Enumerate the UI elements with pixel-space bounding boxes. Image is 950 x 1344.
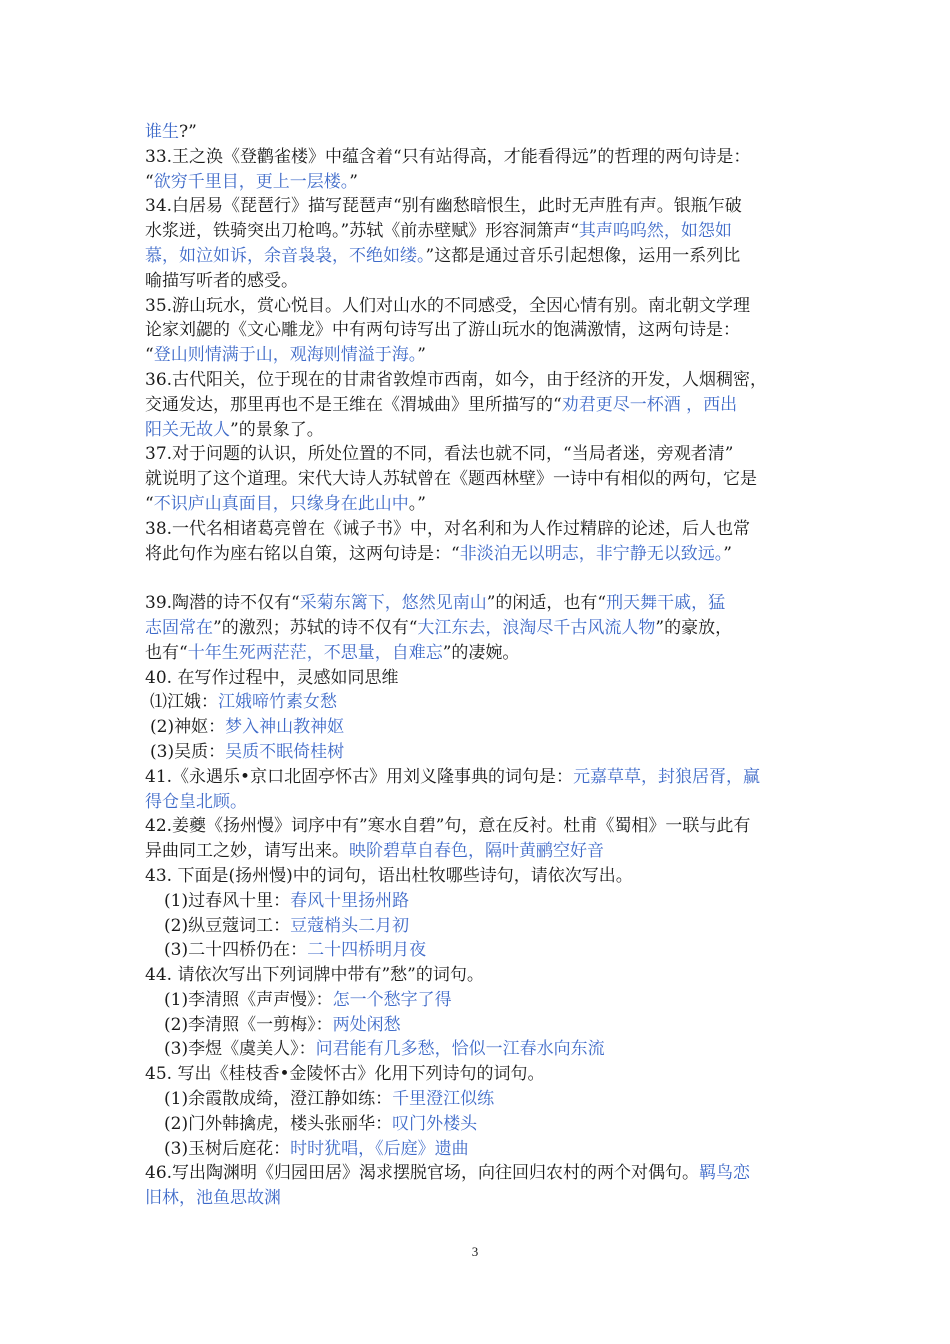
answer-text: 怎一个愁字了得	[332, 989, 452, 1010]
answer-text: 劝君更尽一杯酒 ，西出	[561, 394, 738, 415]
question-text: ”的景象了。	[230, 419, 324, 440]
blank-line	[145, 566, 815, 591]
answer-text: 羁鸟恋	[699, 1163, 751, 1184]
answer-text: 其声呜呜然，如怨如	[578, 221, 732, 242]
question-text: 44. 请依次写出下列词牌中带有”愁”的词句。	[145, 965, 484, 986]
question-text: (3)二十四桥仍在：	[164, 940, 308, 961]
question-text: “	[145, 493, 154, 514]
question-text: 将此句作为座右铭以自策，这两句诗是：“	[145, 543, 460, 564]
question-text: 36.古代阳关，位于现在的甘肃省敦煌市西南，如今，由于经济的开发，人烟稠密，	[145, 369, 768, 390]
text-line	[145, 393, 815, 418]
page-number: 3	[471, 1244, 479, 1259]
answer-text: 非淡泊无以明志，非宁静无以致远。	[459, 543, 724, 564]
text-line	[145, 244, 815, 269]
question-text: 35.游山玩水，赏心悦目。人们对山水的不同感受，全因心情有别。南北朝文学理	[145, 295, 751, 316]
question-text: ”的闲适，也有“	[486, 593, 607, 614]
answer-text: 问君能有几多愁，恰似一江春水向东流	[315, 1039, 605, 1060]
text-line	[145, 120, 815, 145]
text-line	[145, 591, 815, 616]
question-text: 45. 写出《桂枝香•金陵怀古》化用下列诗句的词句。	[145, 1064, 545, 1085]
text-line	[145, 368, 815, 393]
text-line	[145, 666, 815, 691]
text-line	[145, 740, 815, 765]
question-text: “	[145, 345, 154, 366]
text-line	[145, 418, 815, 443]
text-line	[145, 145, 815, 170]
question-text: ”	[349, 171, 358, 192]
question-text: “	[145, 171, 154, 192]
question-text: 就说明了这个道理。宋代大诗人苏轼曾在《题西林壁》一诗中有相似的两句，它是	[145, 469, 757, 490]
answer-text: 志固常在	[145, 617, 213, 638]
question-text: ⑴江娥：	[150, 692, 218, 713]
text-line	[145, 343, 815, 368]
question-text: 34.白居易《琵琶行》描写琵琶声“别有幽愁暗恨生，此时无声胜有声。银瓶乍破	[145, 196, 742, 217]
question-text: 论家刘勰的《文心雕龙》中有两句诗写出了游山玩水的饱满激情，这两句诗是：	[145, 320, 740, 341]
text-line	[145, 839, 815, 864]
question-text: ”这都是通过音乐引起想像，运用一系列比	[425, 245, 741, 266]
text-line	[145, 1112, 815, 1137]
text-line	[145, 318, 815, 343]
text-line	[145, 442, 815, 467]
text-line	[145, 616, 815, 641]
text-line	[145, 1161, 815, 1186]
answer-text: 采菊东篱下，悠然见南山	[299, 593, 487, 614]
question-text: (2)门外韩擒虎，楼头张丽华：	[164, 1113, 393, 1134]
question-text: 38.一代名相诸葛亮曾在《诫子书》中，对名利和为人作过精辟的论述，后人也常	[145, 518, 751, 539]
answer-text: 元嘉草草，封狼居胥，赢	[573, 766, 761, 787]
text-line	[145, 170, 815, 195]
text-line	[145, 814, 815, 839]
answer-text: 时时犹唱，《后庭》遗曲	[290, 1138, 469, 1159]
question-text: ”的激烈；苏轼的诗不仅有“	[213, 617, 418, 638]
question-text: (2)李清照《一剪梅》：	[164, 1014, 333, 1035]
question-text: ”的豪放，	[655, 617, 733, 638]
answer-text: 不识庐山真面目，只缘身在此山中	[153, 493, 409, 514]
answer-text: 梦入神山教神妪	[225, 717, 345, 738]
question-text: 43. 下面是(扬州慢)中的词句，语出杜牧哪些诗句，请依次写出。	[145, 865, 633, 886]
text-line	[145, 715, 815, 740]
answer-text: 吴质不眠倚桂树	[225, 741, 345, 762]
answer-text: 旧林，池鱼思故渊	[145, 1188, 281, 1209]
answer-text: 十年生死两茫茫，不思量，自难忘	[187, 642, 443, 663]
question-text: 37.对于问题的认识，所处位置的不同，看法也就不同，“当局者迷，旁观者清”	[145, 444, 734, 465]
text-line	[145, 988, 815, 1013]
text-line	[145, 1087, 815, 1112]
answer-text: 叹门外楼头	[392, 1113, 478, 1134]
answer-text: 阳关无故人	[145, 419, 230, 440]
answer-text: 千里澄江似练	[392, 1089, 495, 1110]
answer-text: 欲穷千里目，更上一层楼。	[153, 171, 350, 192]
text-line	[145, 542, 815, 567]
text-line	[145, 938, 815, 963]
text-line	[145, 1013, 815, 1038]
question-text: (3)玉树后庭花：	[164, 1138, 291, 1159]
text-line	[145, 517, 815, 542]
question-text: 41.《永遇乐•京口北固亭怀古》用刘义隆事典的词句是：	[145, 766, 574, 787]
text-line	[145, 765, 815, 790]
text-line	[145, 269, 815, 294]
text-line	[145, 294, 815, 319]
question-text: 39.陶潜的诗不仅有“	[145, 593, 300, 614]
question-text: 也有“	[145, 642, 188, 663]
text-line	[145, 492, 815, 517]
text-line	[145, 467, 815, 492]
question-text: 46.写出陶渊明《归园田居》渴求摆脱官场，向往回归农村的两个对偶句。	[145, 1163, 700, 1184]
text-line	[145, 1186, 815, 1211]
answer-text: 江娥啼竹素女愁	[218, 692, 337, 713]
text-line	[145, 889, 815, 914]
question-text: (1)过春风十里：	[164, 890, 291, 911]
text-line	[145, 790, 815, 815]
question-text: ”	[417, 345, 426, 366]
text-line	[145, 1137, 815, 1162]
question-text: (1)余霞散成绮，澄江静如练：	[164, 1089, 393, 1110]
question-text: (2)纵豆蔻词工：	[164, 915, 291, 936]
question-text: 异曲同工之妙，请写出来。	[145, 841, 349, 862]
answer-text: 慕，如泣如诉，余音袅袅，不绝如缕。	[145, 245, 426, 266]
question-text: 交通发达，那里再也不是王维在《渭城曲》里所描写的“	[145, 394, 562, 415]
text-line	[145, 864, 815, 889]
question-text: 33.王之涣《登鹳雀楼》中蕴含着“只有站得高，才能看得远”的哲理的两句诗是：	[145, 146, 751, 167]
text-line	[145, 194, 815, 219]
answer-text: 登山则情满于山，观海则情溢于海。	[153, 345, 418, 366]
question-text: (1)李清照《声声慢》：	[164, 989, 333, 1010]
answer-text: 春风十里扬州路	[290, 890, 410, 911]
answer-text: 映阶碧草自春色，隔叶黄鹂空好音	[349, 841, 604, 862]
text-line	[145, 914, 815, 939]
question-text: 水浆迸，铁骑突出刀枪鸣。”苏轼《前赤壁赋》形容洞箫声“	[145, 221, 579, 242]
question-text: (3)吴质：	[150, 741, 226, 762]
question-text: (3)李煜《虞美人》：	[164, 1039, 316, 1060]
answer-text: 两处闲愁	[332, 1014, 401, 1035]
text-line	[145, 963, 815, 988]
answer-text: 刑天舞干戚，猛	[606, 593, 726, 614]
document-body	[145, 120, 815, 1211]
question-text: (2)神妪：	[150, 717, 226, 738]
question-text: ”的凄婉。	[442, 642, 520, 663]
text-line	[145, 690, 815, 715]
question-text: 40. 在写作过程中，灵感如同思维	[145, 667, 399, 688]
answer-text: 豆蔻梢头二月初	[290, 915, 410, 936]
question-text: ”	[723, 543, 732, 564]
question-text: 42.姜夔《扬州慢》词序中有”寒水自碧”句，意在反衬。杜甫《蜀相》一联与此有	[145, 816, 751, 837]
question-text: ?”	[179, 122, 197, 142]
question-text: 喻描写听者的感受。	[145, 270, 298, 291]
text-line	[145, 219, 815, 244]
question-text: 。”	[408, 493, 426, 514]
text-line	[145, 1037, 815, 1062]
text-line	[145, 1062, 815, 1087]
answer-text: 谁生	[145, 122, 179, 142]
answer-text: 得仓皇北顾。	[145, 791, 247, 812]
text-line	[145, 641, 815, 666]
answer-text: 二十四桥明月夜	[307, 940, 427, 961]
answer-text: 大江东去，浪淘尽千古风流人物	[417, 617, 656, 638]
